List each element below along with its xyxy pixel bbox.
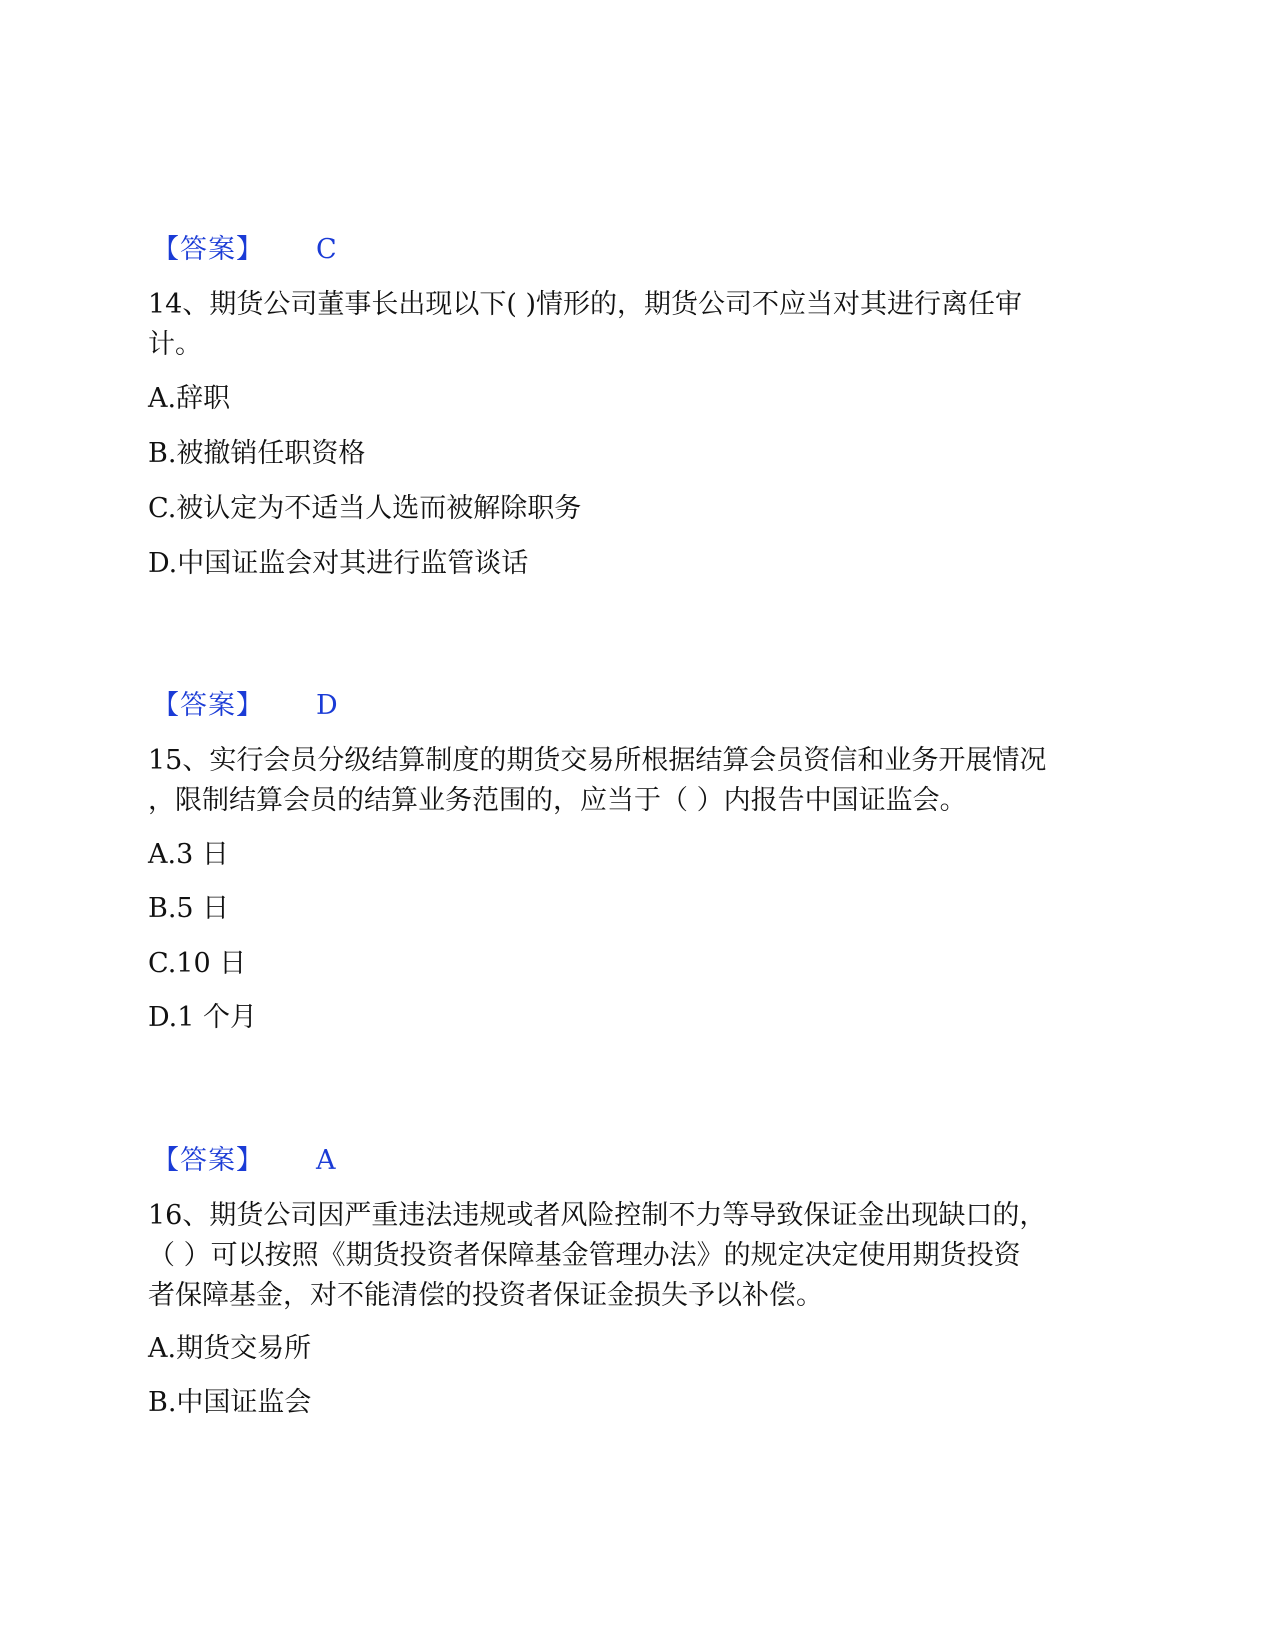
question-16-line-2: （ ）可以按照《期货投资者保障基金管理办法》的规定决定使用期货投资 (148, 1240, 1021, 1271)
question-16-option-a: A.期货交易所 (148, 1333, 312, 1364)
question-15-option-b: B.5 日 (148, 893, 230, 924)
question-15-line-2: ，限制结算会员的结算业务范围的，应当于（ ）内报告中国证监会。 (148, 785, 967, 816)
question-15-option-a: A.3 日 (148, 839, 229, 870)
question-14-line-2: 计。 (148, 329, 202, 360)
question-14-line-1: 14、期货公司董事长出现以下( )情形的，期货公司不应当对其进行离任审 (148, 289, 1023, 320)
question-15-option-d: D.1 个月 (148, 1002, 258, 1033)
question-16-line-1: 16、期货公司因严重违法违规或者风险控制不力等导致保证金出现缺口的， (148, 1200, 1047, 1231)
question-15-line-1: 15、实行会员分级结算制度的期货交易所根据结算会员资信和业务开展情况 (148, 745, 1047, 776)
question-14-option-a: A.辞职 (148, 383, 231, 414)
question-14-option-b: B.被撤销任职资格 (148, 438, 366, 469)
question-14-option-d: D.中国证监会对其进行监管谈话 (148, 548, 529, 579)
question-16-line-3: 者保障基金，对不能清偿的投资者保证金损失予以补偿。 (148, 1280, 823, 1311)
answer-q13 (152, 230, 337, 270)
answer-label: 【答案】 (152, 1145, 264, 1176)
answer-value: D (316, 690, 338, 721)
question-16-option-b: B.中国证监会 (148, 1387, 312, 1418)
answer-label: 【答案】 (152, 234, 264, 265)
answer-value: A (316, 1145, 336, 1176)
question-15-option-c: C.10 日 (148, 948, 247, 979)
answer-value: C (316, 234, 337, 265)
answer-label: 【答案】 (152, 690, 264, 721)
answer-q15 (152, 1141, 336, 1181)
answer-q14 (152, 686, 338, 726)
question-14-option-c: C.被认定为不适当人选而被解除职务 (148, 493, 582, 524)
